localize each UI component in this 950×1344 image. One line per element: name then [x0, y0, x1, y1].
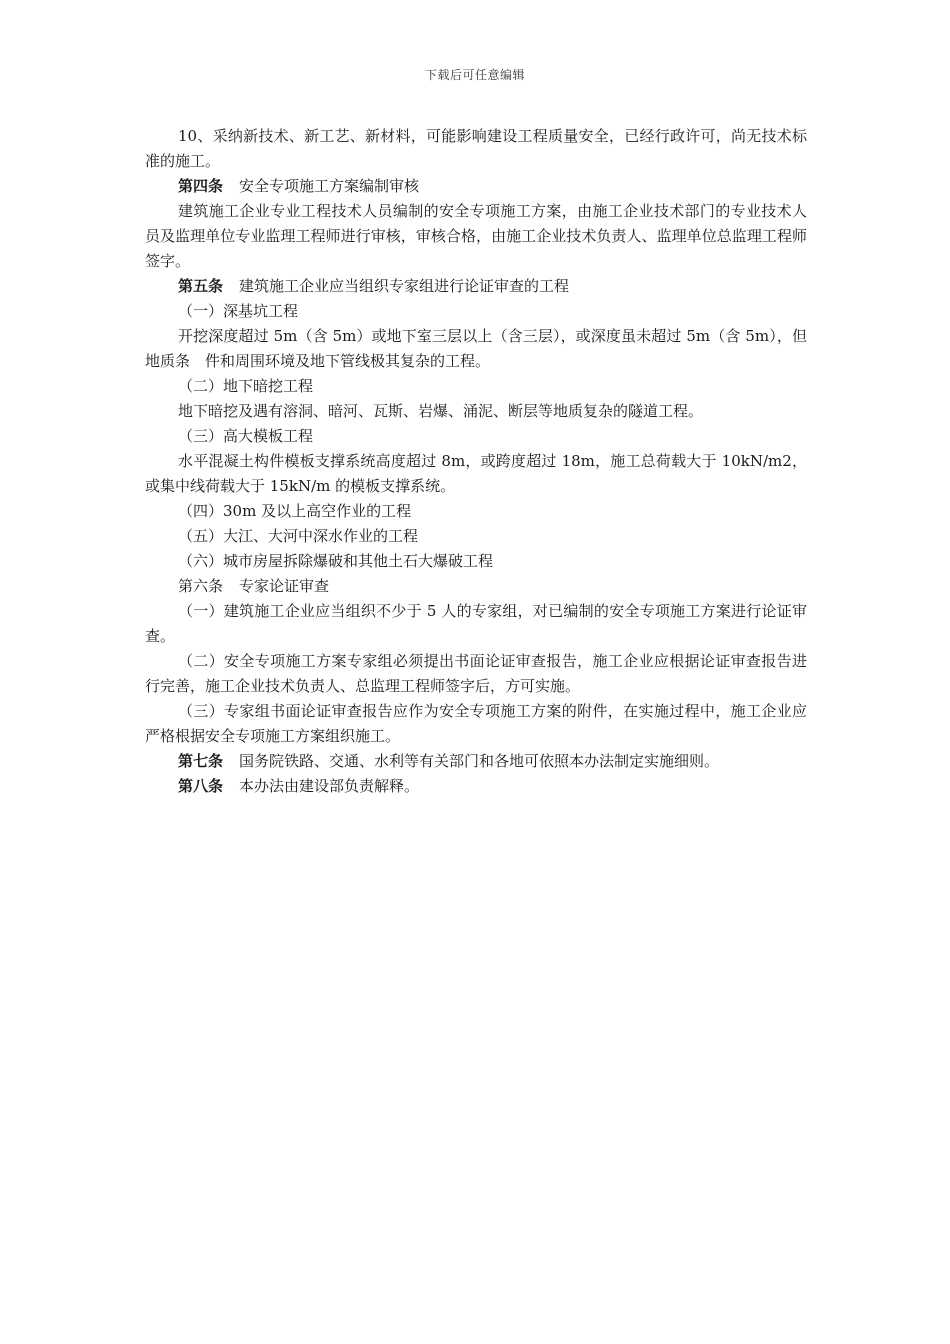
article-6-heading [145, 574, 807, 599]
article-7 [145, 749, 807, 774]
article-8 [145, 774, 807, 799]
article-6-item-3: （三）专家组书面论证审查报告应作为安全专项施工方案的附件，在实施过程中，施工企业应严格根据安全专项施工方案组织施工。 [145, 702, 807, 745]
article-7-label: 第七条 [178, 752, 224, 770]
article-4-title: 安全专项施工方案编制审核 [239, 177, 420, 195]
section-deep-pit-heading: （一）深基坑工程 [178, 302, 299, 320]
article-6-item-2: （二）安全专项施工方案专家组必须提出书面论证审查报告，施工企业应根据论证审查报告进行完善，施工企业技术负责人、总监理工程师签字后，方可实施。 [145, 652, 807, 695]
article-8-text: 本办法由建设部负责解释。 [239, 777, 420, 795]
page-header: 下载后可任意编辑 [424, 68, 525, 82]
document-body [145, 124, 807, 799]
section-high-altitude: （四）30m 及以上高空作业的工程 [178, 502, 412, 520]
article-7-text: 国务院铁路、交通、水利等有关部门和各地可依照本办法制定实施细则。 [239, 752, 720, 770]
article-4-body: 建筑施工企业专业工程技术人员编制的安全专项施工方案，由施工企业技术部门的专业技术人员及监理单位专业监理工程师进行审核，审核合格，由施工企业技术负责人、监理单位总监理工程师签字。 [145, 202, 807, 270]
section-deep-pit-body: 开挖深度超过 5m（含 5m）或地下室三层以上（含三层），或深度虽未超过 5m（含 5m），但地质条 件和周围环境及地下管线极其复杂的工程。 [145, 327, 807, 370]
section-underground-body: 地下暗挖及遇有溶洞、暗河、瓦斯、岩爆、涌泥、断层等地质复杂的隧道工程。 [178, 402, 704, 420]
article-6-label: 第六条 [178, 577, 224, 595]
section-deep-water: （五）大江、大河中深水作业的工程 [178, 527, 419, 545]
section-formwork-heading: （三）高大模板工程 [178, 427, 314, 445]
paragraph-item-10: 10、采纳新技术、新工艺、新材料，可能影响建设工程质量安全，已经行政许可，尚无技术标准的施工。 [145, 127, 807, 170]
section-demolition: （六）城市房屋拆除爆破和其他土石大爆破工程 [178, 552, 494, 570]
section-underground-heading: （二）地下暗挖工程 [178, 377, 314, 395]
article-8-label: 第八条 [178, 777, 224, 795]
article-5-heading [145, 274, 807, 299]
article-4-heading [145, 174, 807, 199]
article-5-title: 建筑施工企业应当组织专家组进行论证审查的工程 [239, 277, 570, 295]
section-formwork-body: 水平混凝土构件模板支撑系统高度超过 8m，或跨度超过 18m，施工总荷载大于 10kN/m2，或集中线荷载大于 15kN/m 的模板支撑系统。 [145, 452, 807, 495]
article-4-label: 第四条 [178, 177, 224, 195]
article-6-item-1: （一）建筑施工企业应当组织不少于 5 人的专家组，对已编制的安全专项施工方案进行论证审查。 [145, 602, 807, 645]
article-6-title: 专家论证审查 [239, 577, 330, 595]
article-5-label: 第五条 [178, 277, 224, 295]
